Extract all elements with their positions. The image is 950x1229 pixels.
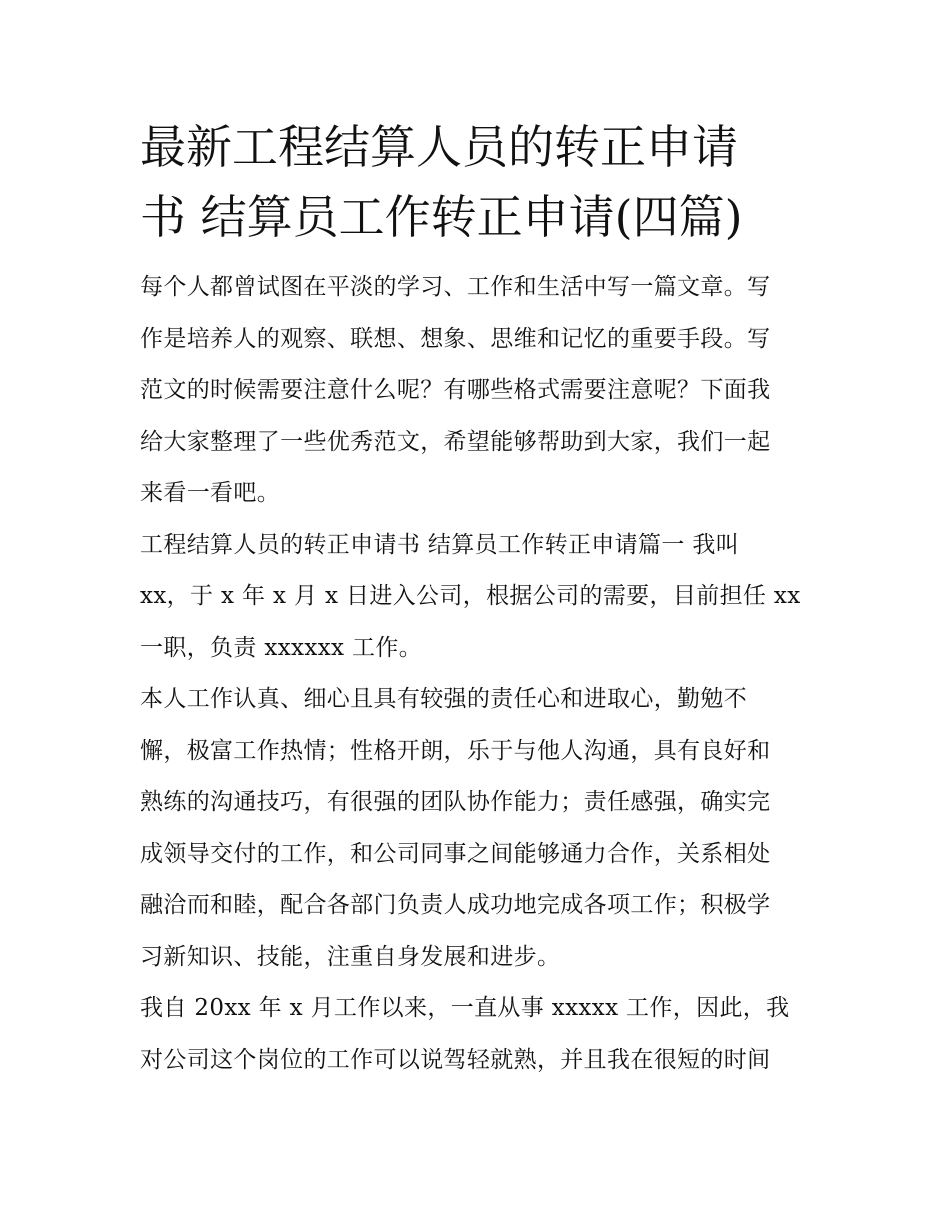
- body-line: 给大家整理了一些优秀范文，希望能够帮助到大家，我们一起: [140, 428, 771, 455]
- body-line: 我自 20xx 年 x 月工作以来，一直从事 xxxxx 工作，因此，我: [140, 995, 790, 1021]
- body-line: 成领导交付的工作，和公司同事之间能够通力合作，关系相处: [140, 840, 771, 867]
- document-body: [140, 262, 812, 1086]
- body-line: xx，于 x 年 x 月 x 日进入公司，根据公司的需要，目前担任 xx: [140, 583, 801, 609]
- body-line: 本人工作认真、细心且具有较强的责任心和进取心，勤勉不: [140, 686, 748, 712]
- title-line: 最新工程结算人员的转正申请: [140, 120, 738, 174]
- body-line: 工程结算人员的转正申请书 结算员工作转正申请篇一 我叫: [140, 531, 740, 558]
- body-line: 懈，极富工作热情；性格开朗，乐于与他人沟通，具有良好和: [140, 737, 771, 764]
- body-line: 一职，负责 xxxxxx 工作。: [140, 634, 423, 661]
- body-line: 熟练的沟通技巧，有很强的团队协作能力；责任感强，确实完: [140, 789, 771, 815]
- document-title: [140, 112, 812, 252]
- body-line: 融洽而和睦，配合各部门负责人成功地完成各项工作；积极学: [140, 892, 771, 918]
- body-line: 作是培养人的观察、联想、想象、思维和记忆的重要手段。写: [140, 325, 771, 352]
- body-line: 习新知识、技能，注重自身发展和进步。: [140, 943, 561, 970]
- document-content: [140, 112, 812, 1086]
- body-line: 每个人都曾试图在平淡的学习、工作和生活中写一篇文章。写: [140, 274, 771, 300]
- body-line: 来看一看吧。: [140, 480, 281, 506]
- body-line: 范文的时候需要注意什么呢？有哪些格式需要注意呢？下面我: [140, 377, 771, 403]
- title-line: 书 结算员工作转正申请(四篇): [140, 190, 743, 244]
- body-line: 对公司这个岗位的工作可以说驾轻就熟，并且我在很短的时间: [140, 1046, 771, 1073]
